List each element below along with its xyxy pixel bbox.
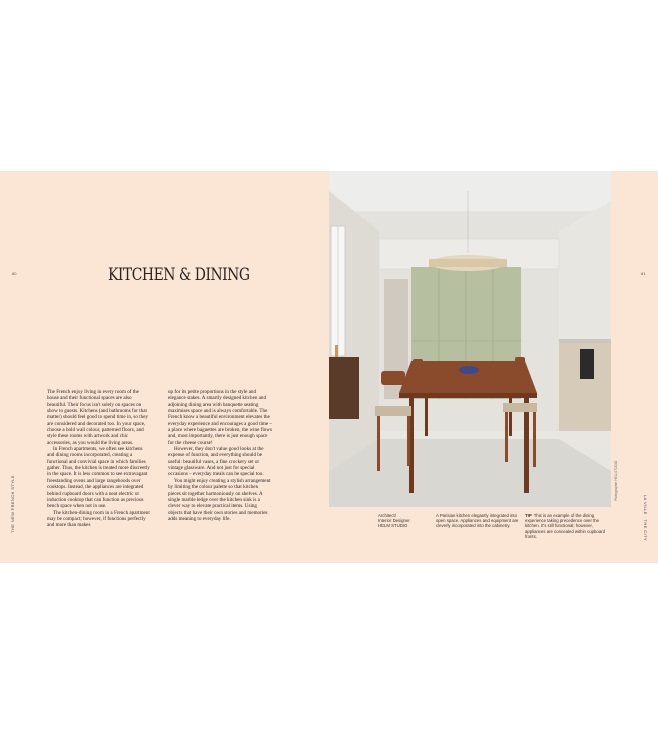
tip-text: This is an example of the dining experience taking precedence over the kitchen. It's still functional; however, appliances are concealed within cupboard fronts.	[525, 513, 606, 539]
caption-line: HELM STUDIO	[378, 523, 408, 529]
paragraph: The French enjoy living in every room of the house and their functional spaces are also beautiful. Their focus isn't solely on spaces on show to guests. Kitchens (and bathrooms for that matter) should feel good to spend time in, so they are considered and decorated too. In your space, choose a bold wall colour, patterned floors, and style these rooms with artwork and chic accessories, as you would the living areas.	[47, 389, 149, 446]
body-column-2	[168, 389, 272, 522]
caption-line: Architect/	[378, 513, 396, 518]
running-header-left: THE NEW FRENCH STYLE	[10, 474, 15, 533]
body-column-1	[47, 389, 151, 529]
magazine-spread	[0, 171, 658, 563]
kitchen-photo	[329, 171, 611, 507]
page-number-left: 80	[12, 271, 17, 276]
section-title-text: KITCHEN & DINING	[108, 265, 250, 285]
paragraph: You might enjoy creating a stylish arrangement by limiting the colour palette so that kitchen pieces sit together harmoniously on shelves. A single marble ledge over the kitchen sink is a clever way to elevate practical items. Using objects that have their own stories and memories adds meaning to everyday life.	[168, 477, 271, 522]
section-title	[108, 265, 250, 285]
tip-label: TIP	[525, 513, 532, 518]
paragraph: In French apartments, we often see kitchens and dining rooms incorporated, creating a functional and convivial space in which families gather. Thus, the kitchen is treated more discreetly in the space. It is less common to see extravagant freestanding ovens and large rangehoods over cooktops. Instead, the appliances are integrated behind cupboard doors with a neat electric or induction cooktop that can function as precious bench space when not in use.	[47, 446, 150, 510]
kitchen-illustration	[329, 171, 611, 507]
paragraph: The kitchen-dining room in a French apartment may be compact; however, if functions perfectly and more than makes	[47, 509, 150, 529]
caption-main: A Parisian kitchen elegantly integrated into open space. Appliances and equipment are cleverly incorporated into the cabinetry.	[436, 513, 519, 529]
caption-tip	[525, 513, 611, 539]
running-header-right: LA VILLE · THE CITY	[643, 495, 648, 541]
photo-credit: Photographer HELLSTUDIO	[614, 460, 618, 501]
caption-architect	[378, 513, 423, 529]
page-number-right: 81	[641, 271, 646, 276]
caption-line: Interior Designer	[378, 518, 410, 524]
paragraph: up for its petite proportions in the style and elegance stakes. A smartly designed kitchen and adjoining dining area with banquette seating maximises space and is always comfortable. The French know a beautiful environment elevates the everyday experience and encourages a good time – a place where baguettes are broken, the wine flows and, most importantly, there is just enough space for the cheese course!	[168, 389, 272, 446]
paragraph: However, they don't value good looks at the expense of function, and everything should be useful: beautiful vases, a fine crockery set or vintage glassware. And not just for special occasions – everyday meals can be special too.	[168, 446, 264, 478]
